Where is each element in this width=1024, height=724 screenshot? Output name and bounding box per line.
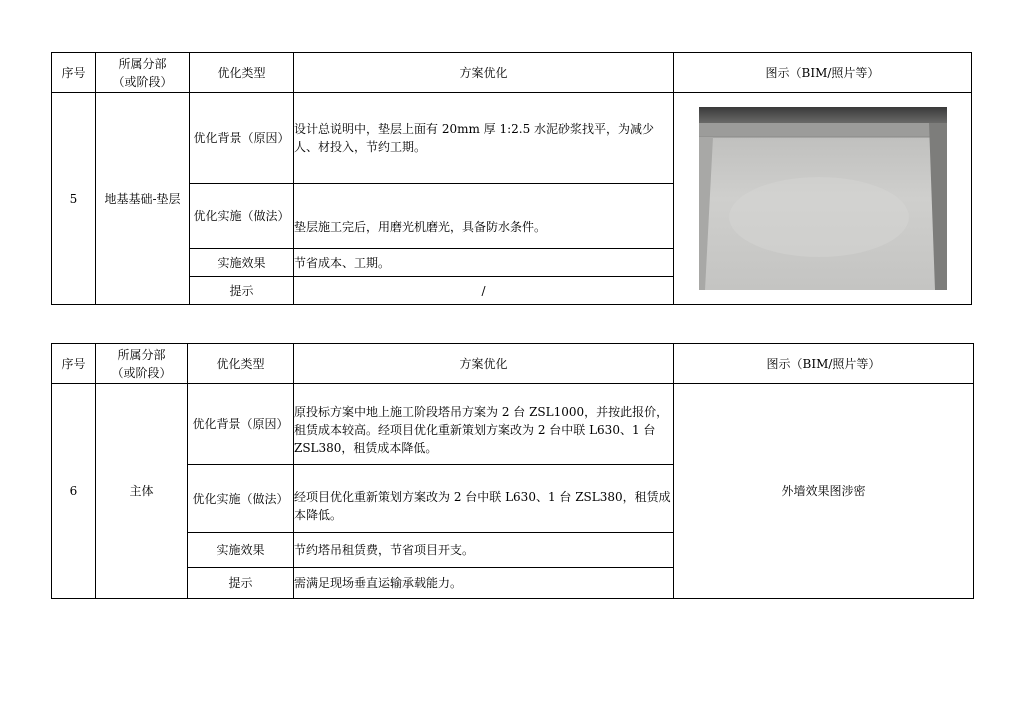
label-effect: 实施效果 xyxy=(190,249,294,277)
implementation-text: 经项目优化重新策划方案改为 2 台中联 L630、1 台 ZSL380，租赁成本降低。 xyxy=(294,465,674,533)
background-text: 原投标方案中地上施工阶段塔吊方案为 2 台 ZSL1000，并按此报价，租赁成本较高。经项目优化重新策划方案改为 2 台中联 L630、1 台 ZSL380，租赁成本降低。 xyxy=(294,384,674,465)
label-background: 优化背景（原因） xyxy=(190,93,294,184)
label-effect: 实施效果 xyxy=(188,533,294,568)
label-tip: 提示 xyxy=(188,568,294,599)
tip-text: 需满足现场垂直运输承载能力。 xyxy=(294,568,674,599)
figure-cell xyxy=(674,93,972,305)
background-text: 设计总说明中，垫层上面有 20mm 厚 1:2.5 水泥砂浆找平，为减少人、材投入，节约工期。 xyxy=(294,93,674,184)
label-implementation: 优化实施（做法） xyxy=(190,184,294,249)
stage-cell: 主体 xyxy=(96,384,188,599)
header-type: 优化类型 xyxy=(188,344,294,384)
header-row xyxy=(52,344,974,384)
implementation-text: 垫层施工完后，用磨光机磨光，具备防水条件。 xyxy=(294,184,674,249)
header-seq: 序号 xyxy=(52,344,96,384)
figure-container xyxy=(674,107,971,290)
tip-text: / xyxy=(294,277,674,305)
concrete-floor-photo xyxy=(699,107,947,290)
header-stage-line2: （或阶段） xyxy=(111,365,172,380)
effect-text: 节省成本、工期。 xyxy=(294,249,674,277)
stage-cell: 地基基础-垫层 xyxy=(96,93,190,305)
effect-text: 节约塔吊租赁费，节省项目开支。 xyxy=(294,533,674,568)
figure-cell: 外墙效果图涉密 xyxy=(674,384,974,599)
header-stage xyxy=(96,53,190,93)
header-plan: 方案优化 xyxy=(294,344,674,384)
header-stage xyxy=(96,344,188,384)
seq-cell: 5 xyxy=(52,93,96,305)
header-stage-line1: 所属分部 xyxy=(118,56,167,71)
label-implementation: 优化实施（做法） xyxy=(188,465,294,533)
seq-cell: 6 xyxy=(52,384,96,599)
row-background xyxy=(52,384,974,465)
label-tip: 提示 xyxy=(190,277,294,305)
optimization-table-5 xyxy=(51,52,972,305)
header-seq: 序号 xyxy=(52,53,96,93)
header-stage-line1: 所属分部 xyxy=(117,347,166,362)
header-row xyxy=(52,53,972,93)
header-plan: 方案优化 xyxy=(294,53,674,93)
header-stage-line2: （或阶段） xyxy=(112,74,173,89)
header-figure: 图示（BIM/照片等） xyxy=(674,53,972,93)
row-background xyxy=(52,93,972,184)
header-figure: 图示（BIM/照片等） xyxy=(674,344,974,384)
header-type: 优化类型 xyxy=(190,53,294,93)
optimization-table-6 xyxy=(51,343,974,599)
label-background: 优化背景（原因） xyxy=(188,384,294,465)
